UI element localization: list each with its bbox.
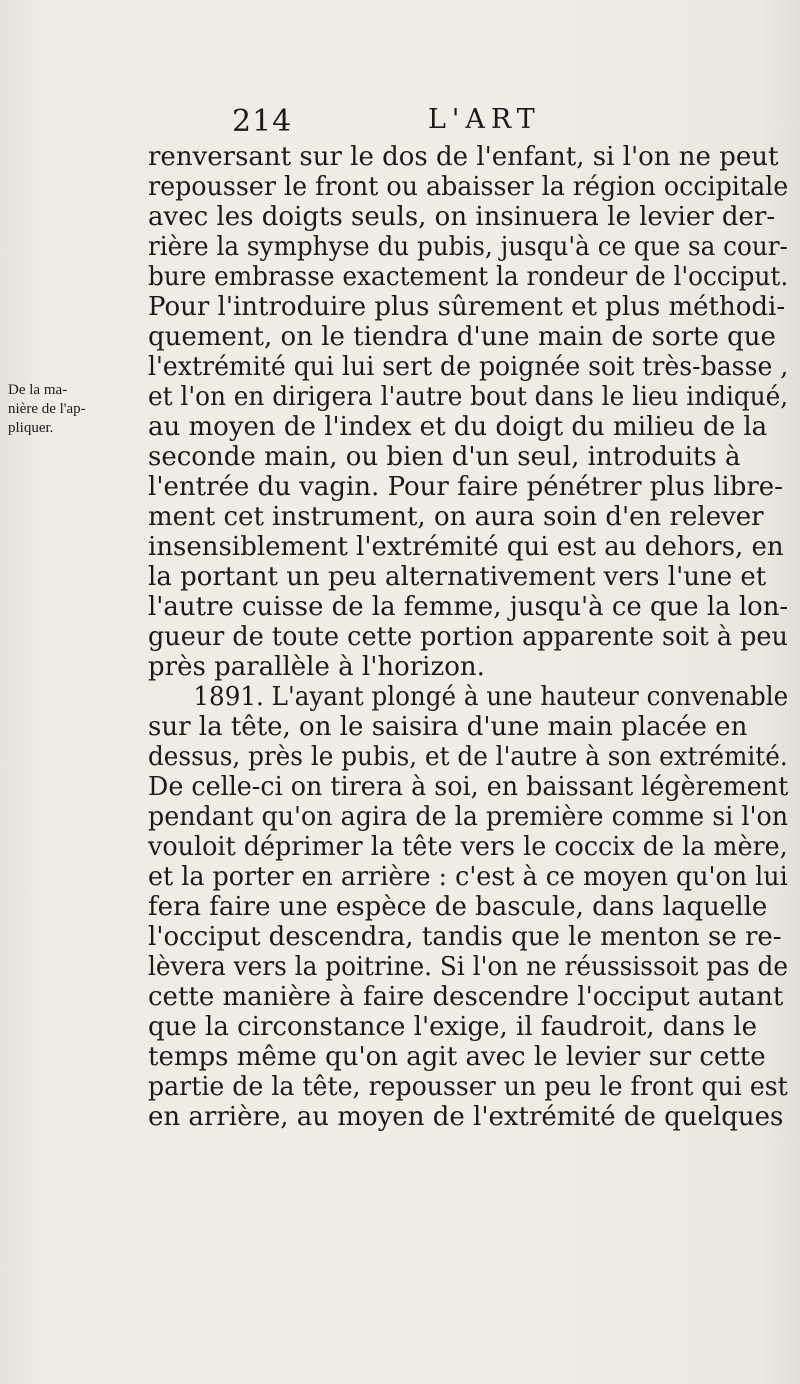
text-line: bure embrasse exactement la rondeur de l'occiput. bbox=[148, 262, 789, 292]
margin-note-line: De la ma- bbox=[8, 382, 68, 398]
text-line: seconde main, ou bien d'un seul, introduits à bbox=[148, 442, 741, 472]
text-line: fera faire une espèce de bascule, dans laquelle bbox=[148, 892, 768, 922]
text-line: l'occiput descendra, tandis que le menton se re- bbox=[148, 922, 782, 952]
text-line: l'entrée du vagin. Pour faire pénétrer plus libre- bbox=[148, 472, 783, 502]
text-line: que la circonstance l'exige, il faudroit, dans le bbox=[148, 1012, 758, 1042]
body-text bbox=[148, 142, 800, 1132]
text-line: près parallèle à l'horizon. bbox=[148, 652, 485, 682]
text-line: sur la tête, on le saisira d'une main placée en bbox=[148, 712, 748, 742]
text-line: partie de la tête, repousser un peu le front qui est bbox=[148, 1072, 788, 1102]
text-line: vouloit déprimer la tête vers le coccix de la mère, bbox=[148, 832, 788, 862]
page-number: 214 bbox=[232, 104, 293, 139]
paragraph-continued bbox=[148, 142, 800, 682]
text-line: lèvera vers la poitrine. Si l'on ne réussissoit pas de bbox=[148, 952, 788, 982]
running-head: L'ART bbox=[428, 104, 541, 135]
margin-note-line: nière de l'ap- bbox=[8, 401, 86, 417]
text-line: l'extrémité qui lui sert de poignée soit très-basse , bbox=[148, 352, 789, 382]
text-line: renversant sur le dos de l'enfant, si l'on ne peut bbox=[148, 142, 779, 172]
text-line: insensiblement l'extrémité qui est au dehors, en bbox=[148, 532, 784, 562]
text-line: au moyen de l'index et du doigt du milieu de la bbox=[148, 412, 768, 442]
text-line: repousser le front ou abaisser la région occipitale bbox=[148, 172, 789, 202]
paragraph-1891 bbox=[148, 682, 800, 1132]
margin-note-line: pliquer. bbox=[8, 420, 54, 436]
text-line: De celle-ci on tirera à soi, en baissant légèrement bbox=[148, 772, 789, 802]
text-line: ment cet instrument, on aura soin d'en relever bbox=[148, 502, 764, 532]
text-line: quement, on le tiendra d'une main de sorte que bbox=[148, 322, 776, 352]
text-line: cette manière à faire descendre l'occiput autant bbox=[148, 982, 784, 1012]
text-line: rière la symphyse du pubis, jusqu'à ce que sa cour- bbox=[148, 232, 788, 262]
text-line: et la porter en arrière : c'est à ce moyen qu'on lui bbox=[148, 862, 788, 892]
text-line: avec les doigts seuls, on insinuera le levier der- bbox=[148, 202, 776, 232]
text-line: dessus, près le pubis, et de l'autre à son extrémité. bbox=[148, 742, 788, 772]
text-line: et l'on en dirigera l'autre bout dans le lieu indiqué, bbox=[148, 382, 789, 412]
text-line: la portant un peu alternativement vers l'une et bbox=[148, 562, 767, 592]
text-line: pendant qu'on agira de la première comme si l'on bbox=[148, 802, 789, 832]
text-line: l'autre cuisse de la femme, jusqu'à ce que la lon- bbox=[148, 592, 789, 622]
text-line: Pour l'introduire plus sûrement et plus méthodi- bbox=[148, 292, 786, 322]
page-header bbox=[232, 104, 732, 144]
text-line: gueur de toute cette portion apparente soit à peu bbox=[148, 622, 788, 652]
text-line: temps même qu'on agit avec le levier sur cette bbox=[148, 1042, 766, 1072]
text-line: en arrière, au moyen de l'extrémité de quelques bbox=[148, 1102, 784, 1132]
text-line: 1891. L'ayant plongé à une hauteur convenable bbox=[193, 682, 789, 712]
margin-note bbox=[8, 381, 148, 438]
